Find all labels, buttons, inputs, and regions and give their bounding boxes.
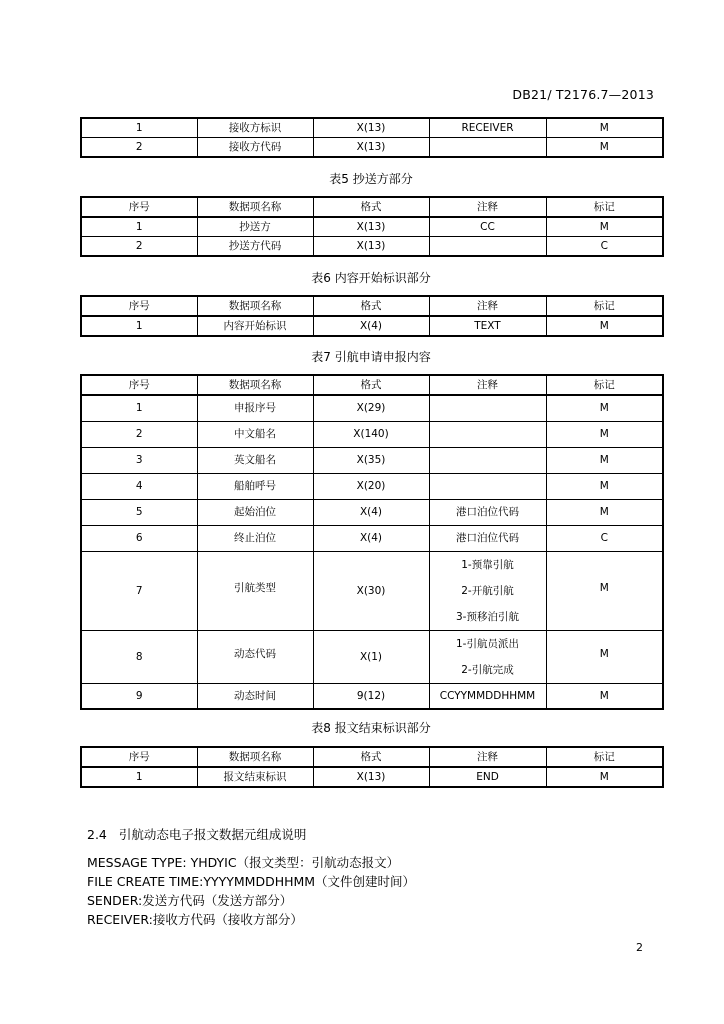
cell-item-name: 接收方标识	[197, 118, 313, 138]
header-flag: 标记	[546, 296, 663, 316]
cell-seq: 1	[81, 767, 197, 787]
note-line: 2-开航引航	[461, 584, 514, 597]
cell-note: RECEIVER	[429, 118, 546, 138]
table7	[80, 374, 664, 710]
table-row	[81, 767, 663, 787]
cell-item-name: 终止泊位	[197, 525, 313, 551]
header-note: 注释	[429, 747, 546, 767]
cell-flag: M	[546, 683, 663, 709]
cell-seq: 2	[81, 237, 197, 257]
cell-format: X(13)	[313, 237, 429, 257]
cell-flag: M	[546, 473, 663, 499]
description-line: RECEIVER:接收方代码（接收方部分）	[87, 912, 303, 927]
cell-seq: 2	[81, 421, 197, 447]
cell-seq: 2	[81, 138, 197, 158]
cell-note	[429, 473, 546, 499]
cell-seq: 4	[81, 473, 197, 499]
cell-item-name: 报文结束标识	[197, 767, 313, 787]
header-format: 格式	[313, 197, 429, 217]
cell-note: 港口泊位代码	[429, 525, 546, 551]
cell-item-name: 内容开始标识	[197, 316, 313, 336]
cell-flag: M	[546, 630, 663, 683]
header-seq: 序号	[81, 375, 197, 395]
table-header-row	[81, 375, 663, 395]
table-row	[81, 395, 663, 421]
cell-item-name: 接收方代码	[197, 138, 313, 158]
table-row	[81, 551, 663, 630]
cell-seq: 5	[81, 499, 197, 525]
cell-note	[429, 395, 546, 421]
header-note: 注释	[429, 197, 546, 217]
table-row	[81, 237, 663, 257]
cell-note	[429, 237, 546, 257]
cell-flag: M	[546, 421, 663, 447]
header-item-name: 数据项名称	[197, 747, 313, 767]
note-line: 3-预移泊引航	[456, 610, 519, 623]
cell-flag: M	[546, 395, 663, 421]
description-line: MESSAGE TYPE: YHDYIC（报文类型：引航动态报文）	[87, 855, 400, 870]
cell-note: 港口泊位代码	[429, 499, 546, 525]
table-row	[81, 499, 663, 525]
cell-item-name: 船舶呼号	[197, 473, 313, 499]
table6-caption: 表6 内容开始标识部分	[311, 271, 431, 285]
cell-format: X(20)	[313, 473, 429, 499]
cell-item-name: 申报序号	[197, 395, 313, 421]
cell-flag: M	[546, 118, 663, 138]
cell-format: 9(12)	[313, 683, 429, 709]
cell-note	[429, 138, 546, 158]
cell-note: TEXT	[429, 316, 546, 336]
cell-format: X(4)	[313, 525, 429, 551]
header-format: 格式	[313, 375, 429, 395]
cell-item-name: 抄送方	[197, 217, 313, 237]
cell-format: X(140)	[313, 421, 429, 447]
table-header-row	[81, 747, 663, 767]
table-row	[81, 630, 663, 683]
cell-flag: C	[546, 525, 663, 551]
table-header-row	[81, 296, 663, 316]
cell-item-name: 动态时间	[197, 683, 313, 709]
cell-note: CCYYMMDDHHMM	[429, 683, 546, 709]
table-row	[81, 217, 663, 237]
cell-seq: 7	[81, 551, 197, 630]
description-line: SENDER:发送方代码（发送方部分）	[87, 893, 293, 908]
cell-item-name: 英文船名	[197, 447, 313, 473]
table-row	[81, 525, 663, 551]
cell-flag: M	[546, 767, 663, 787]
cell-note	[429, 447, 546, 473]
note-line: 2-引航完成	[461, 663, 514, 676]
cell-flag: M	[546, 217, 663, 237]
cell-format: X(4)	[313, 316, 429, 336]
cell-note: END	[429, 767, 546, 787]
table8-caption: 表8 报文结束标识部分	[311, 721, 431, 735]
cell-format: X(13)	[313, 138, 429, 158]
header-flag: 标记	[546, 197, 663, 217]
cell-item-name: 起始泊位	[197, 499, 313, 525]
header-flag: 标记	[546, 375, 663, 395]
cell-note	[429, 421, 546, 447]
cell-format: X(1)	[313, 630, 429, 683]
table7-caption: 表7 引航申请申报内容	[311, 350, 431, 364]
cell-item-name: 抄送方代码	[197, 237, 313, 257]
cell-item-name: 动态代码	[197, 630, 313, 683]
cell-seq: 9	[81, 683, 197, 709]
page-number: 2	[636, 941, 643, 954]
cell-seq: 3	[81, 447, 197, 473]
cell-format: X(30)	[313, 551, 429, 630]
cell-item-name: 中文船名	[197, 421, 313, 447]
header-format: 格式	[313, 747, 429, 767]
table-row	[81, 316, 663, 336]
cell-flag: M	[546, 499, 663, 525]
table5	[80, 196, 664, 257]
cell-format: X(4)	[313, 499, 429, 525]
table5-caption: 表5 抄送方部分	[329, 172, 413, 186]
cell-seq: 1	[81, 395, 197, 421]
header-seq: 序号	[81, 197, 197, 217]
note-line: 1-引航员派出	[456, 637, 519, 650]
header-note: 注释	[429, 296, 546, 316]
header-flag: 标记	[546, 747, 663, 767]
cell-flag: C	[546, 237, 663, 257]
section-number: 2.4	[87, 827, 107, 842]
cell-flag: M	[546, 316, 663, 336]
cell-seq: 1	[81, 217, 197, 237]
cell-flag: M	[546, 138, 663, 158]
header-seq: 序号	[81, 296, 197, 316]
header-note: 注释	[429, 375, 546, 395]
cell-seq: 1	[81, 316, 197, 336]
cell-seq: 8	[81, 630, 197, 683]
header-item-name: 数据项名称	[197, 375, 313, 395]
table-row	[81, 138, 663, 158]
table-header-row	[81, 197, 663, 217]
cell-item-name: 引航类型	[197, 551, 313, 630]
table-row	[81, 447, 663, 473]
cell-seq: 1	[81, 118, 197, 138]
table-receiver-continued	[80, 117, 664, 158]
header-item-name: 数据项名称	[197, 197, 313, 217]
table-row	[81, 473, 663, 499]
header-item-name: 数据项名称	[197, 296, 313, 316]
cell-note: CC	[429, 217, 546, 237]
table-row	[81, 118, 663, 138]
note-line: 1-预靠引航	[461, 558, 514, 571]
cell-format: X(29)	[313, 395, 429, 421]
cell-format: X(35)	[313, 447, 429, 473]
cell-flag: M	[546, 551, 663, 630]
table8	[80, 746, 664, 788]
cell-format: X(13)	[313, 118, 429, 138]
cell-format: X(13)	[313, 767, 429, 787]
header-format: 格式	[313, 296, 429, 316]
description-line: FILE CREATE TIME:YYYYMMDDHHMM（文件创建时间）	[87, 874, 416, 889]
cell-seq: 6	[81, 525, 197, 551]
cell-flag: M	[546, 447, 663, 473]
document-code: DB21/ T2176.7—2013	[512, 87, 654, 102]
table-row	[81, 421, 663, 447]
cell-note-pilot-types	[429, 551, 546, 630]
header-seq: 序号	[81, 747, 197, 767]
table-row	[81, 683, 663, 709]
section-heading	[87, 825, 306, 843]
cell-note-dynamic-codes	[429, 630, 546, 683]
section-title: 引航动态电子报文数据元组成说明	[118, 827, 307, 842]
table6	[80, 295, 664, 337]
cell-format: X(13)	[313, 217, 429, 237]
